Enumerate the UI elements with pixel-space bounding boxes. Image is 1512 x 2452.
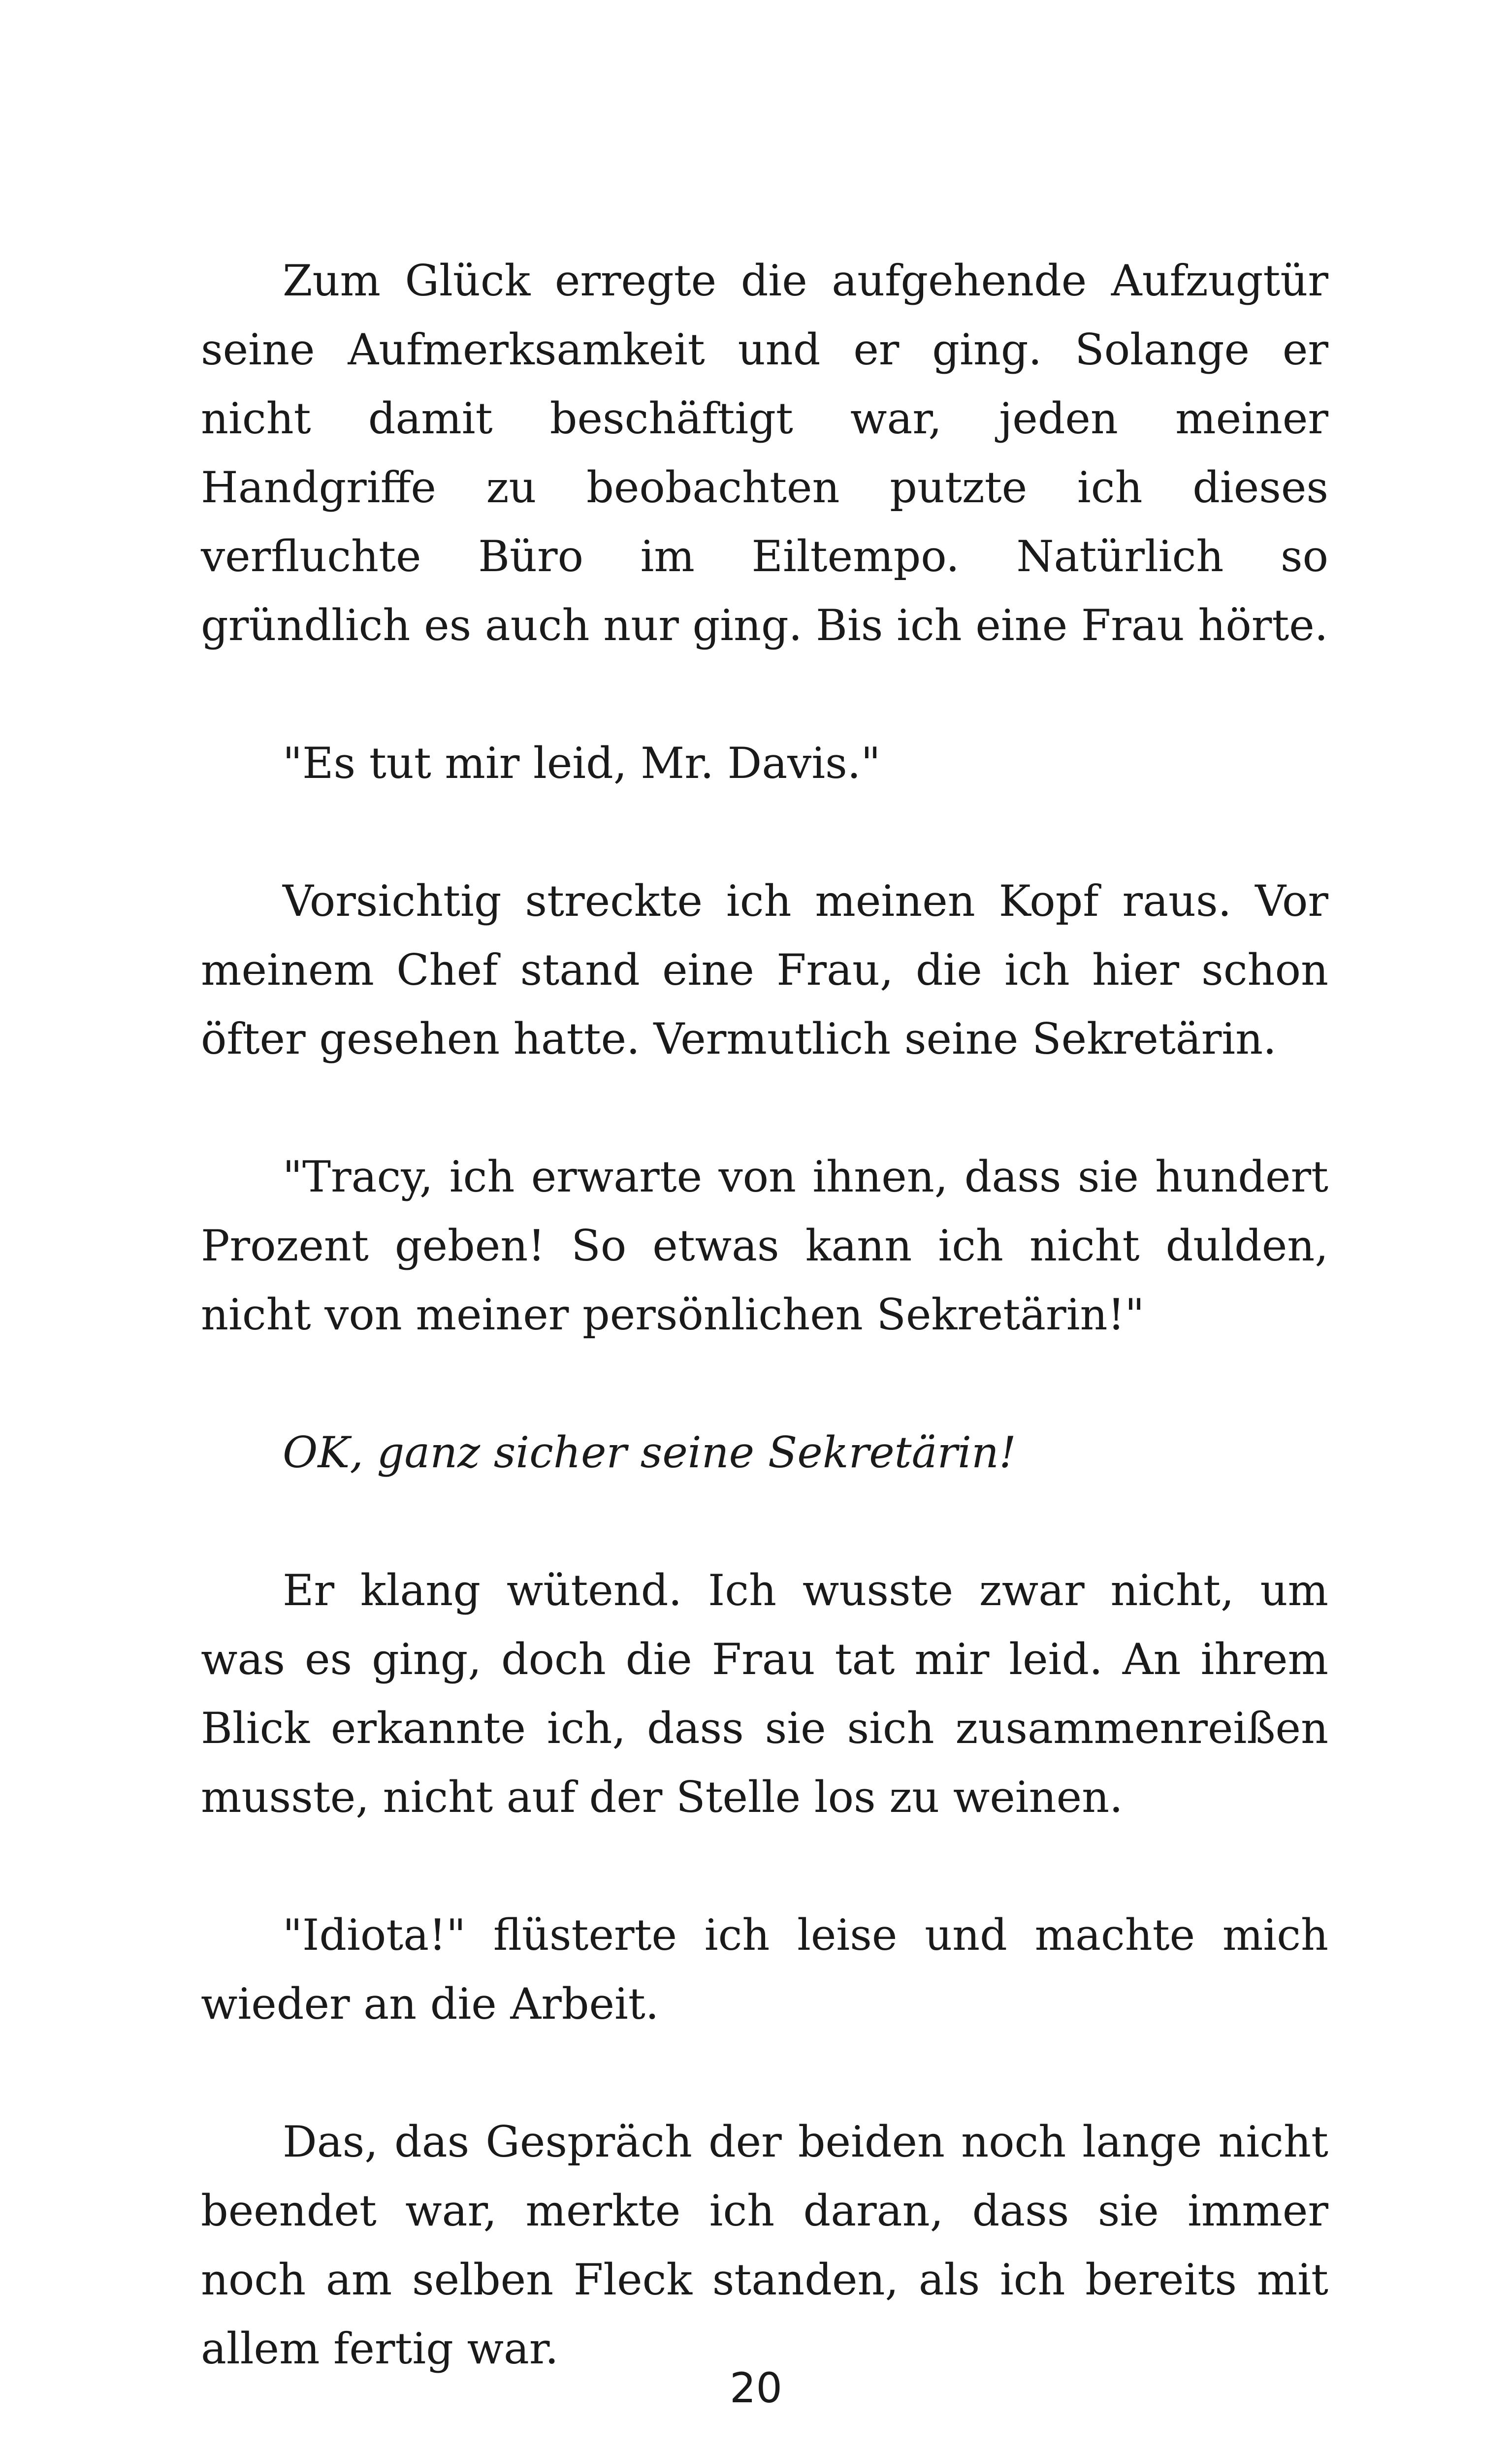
paragraph-7: "Idiota!" flüsterte ich leise und machte mich wieder an die Arbeit. bbox=[201, 1910, 1328, 2029]
paragraph-3: Vorsichtig streckte ich meinen Kopf raus. Vor meinem Chef stand eine Frau, die ich hier schon öfter gesehen hatte. Vermutlich seine Sekretärin. bbox=[201, 876, 1328, 1064]
body-text bbox=[201, 246, 1328, 2452]
paragraph-5-thought: OK, ganz sicher seine Sekretärin! bbox=[283, 1427, 1016, 1478]
paragraph-1: Zum Glück erregte die aufgehende Aufzugtür seine Aufmerksamkeit und er ging. Solange er nicht damit beschäftigt war, jeden meiner Handgriffe zu beobachten putzte ich dieses verfluchte Büro im Eiltempo. Natürlich so gründlich es auch nur ging. Bis ich eine Frau hörte. bbox=[201, 256, 1328, 650]
page-number: 20 bbox=[730, 2364, 782, 2412]
paragraph-4: "Tracy, ich erwarte von ihnen, dass sie hundert Prozent geben! So etwas kann ich nicht dulden, nicht von meiner persönlichen Sekretärin!" bbox=[201, 1152, 1328, 1340]
paragraph-2: "Es tut mir leid, Mr. Davis." bbox=[283, 738, 881, 788]
paragraph-8: Das, das Gespräch der beiden noch lange nicht beendet war, merkte ich daran, dass sie immer noch am selben Fleck standen, als ich bereits mit allem fertig war. bbox=[201, 2117, 1328, 2374]
paragraph-6: Er klang wütend. Ich wusste zwar nicht, um was es ging, doch die Frau tat mir leid. An ihrem Blick erkannte ich, dass sie sich zusammenreißen musste, nicht auf der Stelle los zu weinen. bbox=[201, 1565, 1328, 1822]
